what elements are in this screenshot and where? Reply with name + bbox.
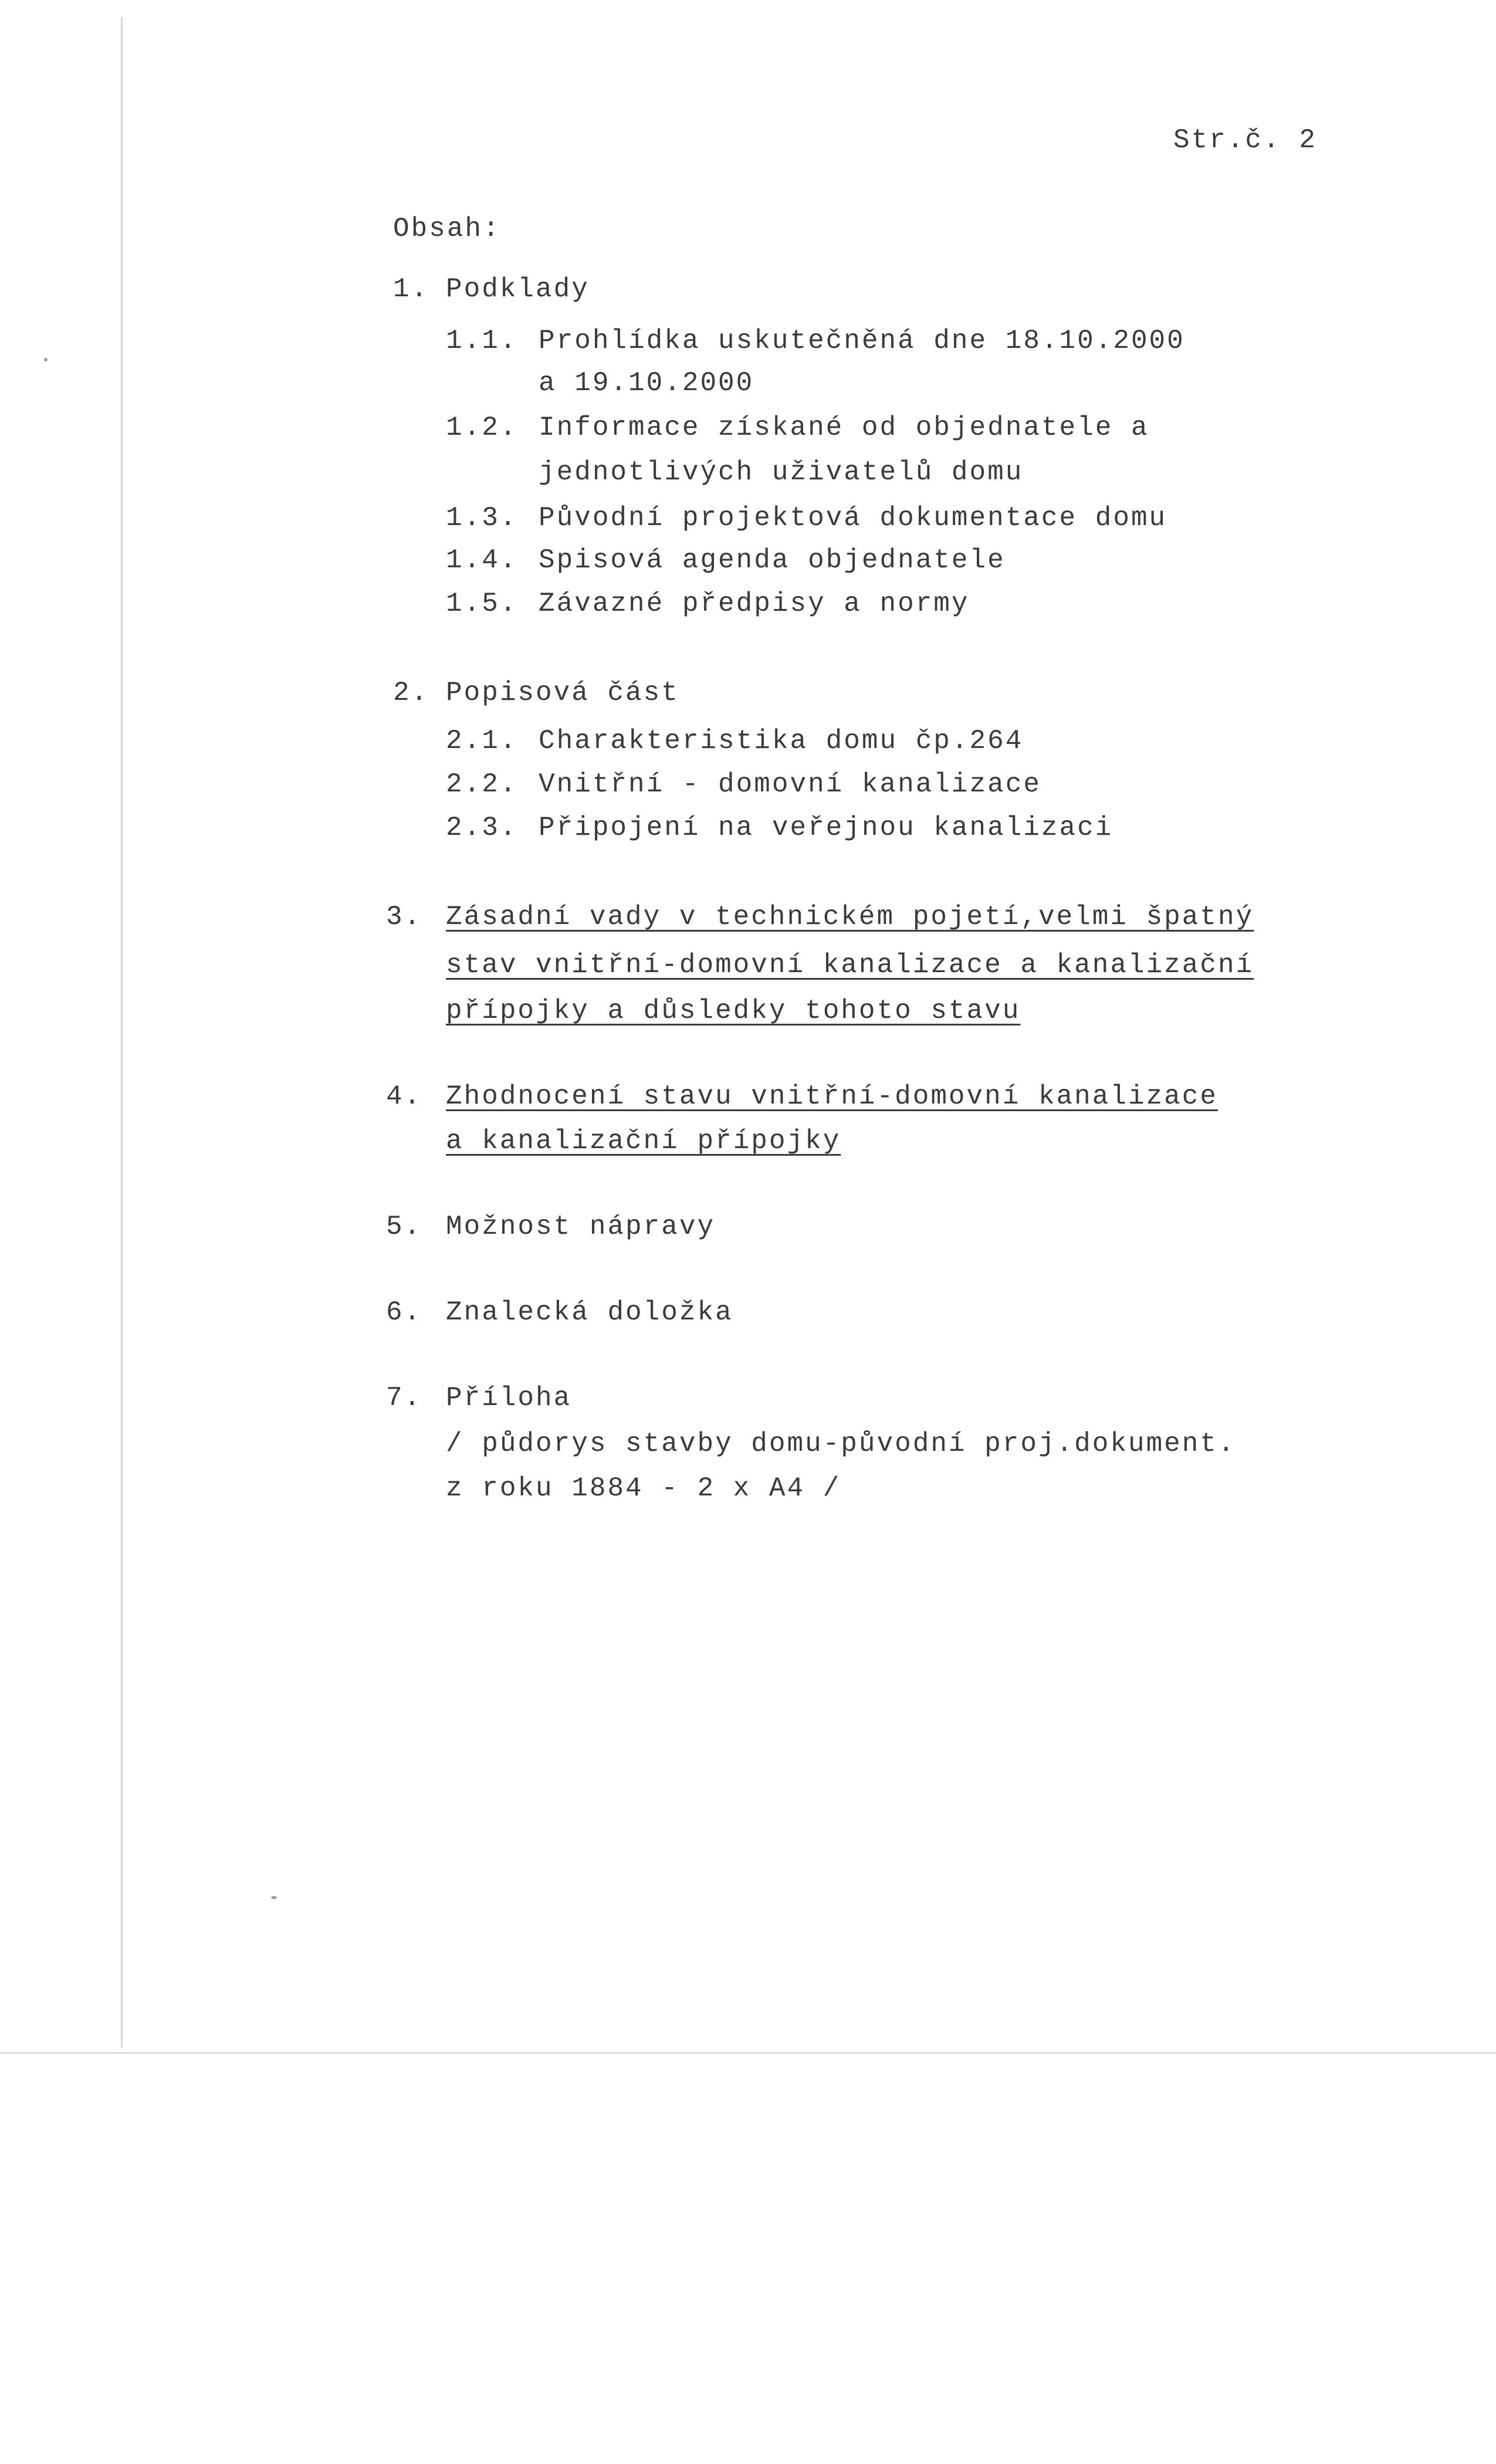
section-number: 7. [386,1383,422,1413]
left-margin-line [121,18,123,2047]
item-number: 1.2. [446,412,518,443]
item-text: jednotlivých uživatelů domu [539,457,1024,488]
section-title-line: Zásadní vady v technickém pojetí,velmi špatný [446,902,1254,932]
scan-bottom-edge [0,2052,1496,2054]
item-number: 2.1. [446,726,518,756]
section-number: 5. [386,1211,422,1242]
item-text: Spisová agenda objednatele [539,545,1006,576]
section-number: 1. [393,274,429,304]
item-number: 2.3. [446,813,518,843]
scan-speck [271,1896,277,1899]
item-number: 1.3. [446,503,518,533]
attachment-note: / půdorys stavby domu-původní proj.dokument. [446,1429,1236,1459]
section-title-line: a kanalizační přípojky [446,1126,841,1156]
item-number: 1.5. [446,588,518,619]
section-title-line: stav vnitřní-domovní kanalizace a kanalizační [446,950,1254,980]
section-title-line: přípojky a důsledky tohoto stavu [446,996,1021,1026]
section-number: 2. [393,678,429,708]
section-title: Podklady [446,274,590,304]
item-text: Vnitřní - domovní kanalizace [539,769,1041,800]
item-text: Připojení na veřejnou kanalizaci [539,813,1113,843]
item-text: Původní projektová dokumentace domu [539,503,1167,533]
item-number: 1.1. [446,326,518,356]
item-number: 1.4. [446,545,518,576]
contents-heading: Obsah: [393,214,501,244]
section-title: Možnost nápravy [446,1211,716,1242]
scan-speck [44,358,48,361]
section-title: Příloha [446,1383,572,1413]
item-text: Prohlídka uskutečněná dne 18.10.2000 [539,326,1185,356]
attachment-note: z roku 1884 - 2 x A4 / [446,1473,841,1504]
section-number: 6. [386,1297,422,1328]
section-number: 3. [386,902,422,932]
section-title: Znalecká doložka [446,1297,733,1328]
item-text: Charakteristika domu čp.264 [539,726,1024,756]
section-number: 4. [386,1081,422,1112]
item-text: Závazné předpisy a normy [539,588,970,619]
item-number: 2.2. [446,769,518,800]
section-title: Popisová část [446,678,679,708]
section-title-line: Zhodnocení stavu vnitřní-domovní kanalizace [446,1081,1218,1112]
page-number: Str.č. 2 [1173,125,1317,155]
item-text: Informace získané od objednatele a [539,412,1149,443]
item-text: a 19.10.2000 [539,368,754,398]
